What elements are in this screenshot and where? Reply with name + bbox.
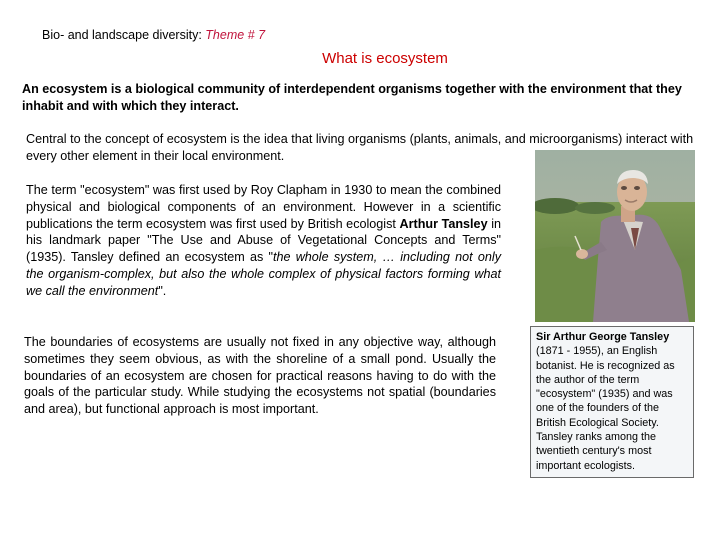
intro-definition: An ecosystem is a biological community of interdependent organisms together with the environment that they inhabit and with which they interact. <box>22 82 682 113</box>
tansley-name: Arthur Tansley <box>399 216 488 231</box>
tansley-quote: the whole system, … including not only the organism-complex, but also the whole complex of physical factors forming what we call the environment <box>26 250 501 298</box>
header-subject: Bio- and landscape diversity: <box>42 28 202 42</box>
tansley-portrait-photo <box>535 150 695 322</box>
history-text-1: The term "ecosystem" was first used by Roy Clapham in 1930 to mean the combined physical and biological components of an environment. However in a scientific publications the term ecosystem was first used by British ecologist <box>26 183 501 231</box>
caption-text: (1871 - 1955), an English botanist. He is recognized as the author of the term "ecosystem" (1935) and was one of the founders of the British Ecological Society. Tansley ranks among the twentieth century's most important ecologists. <box>536 345 675 472</box>
paragraph-history <box>26 182 501 300</box>
paragraph-boundaries: The boundaries of ecosystems are usually not fixed in any objective way, although sometimes they seem obvious, as with the shoreline of a small pond. Usually the boundaries of an ecosystem are chosen for practical reasons having to do with the goals of the particular study. While studying the ecosystems not spatial (boundaries and area), but functional approach is most important. <box>24 335 496 417</box>
header-theme: Theme # 7 <box>205 28 266 42</box>
portrait-caption <box>530 326 694 478</box>
caption-name: Sir Arthur George Tansley <box>536 331 670 343</box>
paragraph-concept: Central to the concept of ecosystem is the idea that living organisms (plants, animals, and microorganisms) interact with every other element in their local environment. <box>26 132 694 163</box>
page-title: What is ecosystem <box>322 50 448 67</box>
history-text-2: in his landmark paper "The Use and Abuse of Vegetational Concepts and Terms" (1935). Tansley defined an ecosystem as " <box>26 216 501 265</box>
slide-header <box>42 28 265 42</box>
history-text-3: ". <box>158 283 167 298</box>
